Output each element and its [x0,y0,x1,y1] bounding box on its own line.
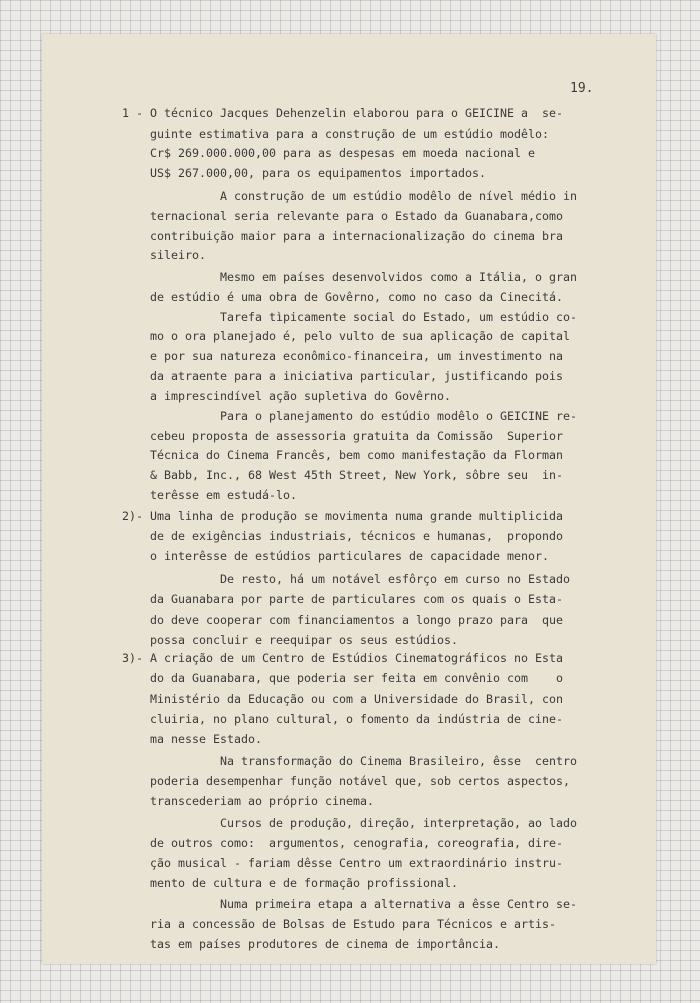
text-line: de estúdio é uma obra de Govêrno, como no caso da Cinecitá. [122,290,563,304]
text-line: Cr$ 269.000.000,00 para as despesas em moeda nacional e [122,146,535,160]
text-line: do deve cooperar com financiamentos a longo prazo para que [122,613,563,627]
text-line: ção musical - fariam dêsse Centro um extraordinário instru- [122,856,563,870]
text-line: Mesmo em países desenvolvidos como a Itália, o gran [122,270,577,284]
text-line: da atraente para a iniciativa particular, justificando pois [122,369,563,383]
text-line: transcederiam ao próprio cinema. [122,794,374,808]
text-line: ternacional seria relevante para o Estado da Guanabara,como [122,209,563,223]
text-line: cebeu proposta de assessoria gratuita da Comissão Superior [122,429,563,443]
text-line: Tarefa tìpicamente social do Estado, um estúdio co- [122,310,577,324]
text-line: contribuição maior para a internacionalização do cinema bra [122,229,563,243]
text-line: Técnica do Cinema Francês, bem como manifestação da Florman [122,448,563,462]
text-line: A construção de um estúdio modêlo de nível médio in [122,189,577,203]
text-line: De resto, há um notável esfôrço em curso no Estado [122,572,570,586]
text-line: ria a concessão de Bolsas de Estudo para Técnicos e artis- [122,917,556,931]
text-line: & Babb, Inc., 68 West 45th Street, New York, sôbre seu in- [122,468,563,482]
text-line: Para o planejamento do estúdio modêlo o GEICINE re- [122,409,577,423]
page-number: 19. [570,81,594,96]
text-line: a imprescindível ação supletiva do Govêrno. [122,389,451,403]
text-line: poderia desempenhar função notável que, sob certos aspectos, [122,774,570,788]
text-line: da Guanabara por parte de particulares com os quais o Esta- [122,592,563,606]
text-line: US$ 267.000,00, para os equipamentos importados. [122,166,486,180]
text-line: terêsse em estudá-lo. [122,488,297,502]
text-line: mo o ora planejado é, pelo vulto de sua aplicação de capital [122,329,570,343]
text-line: Numa primeira etapa a alternativa a êsse Centro se- [122,897,577,911]
text-line: Na transformação do Cinema Brasileiro, êsse centro [122,754,577,768]
text-line: o interêsse de estúdios particulares de capacidade menor. [122,549,549,563]
text-line: Cursos de produção, direção, interpretação, ao lado [122,816,577,830]
text-line: e por sua natureza econômico-financeira, um investimento na [122,349,563,363]
text-line: do da Guanabara, que poderia ser feita em convênio com o [122,671,563,685]
text-line: cluiria, no plano cultural, o fomento da indústria de cine- [122,712,563,726]
text-line: ma nesse Estado. [122,732,262,746]
text-line: 3)- A criação de um Centro de Estúdios Cinematográficos no Esta [122,651,563,665]
text-line: 1 - O técnico Jacques Dehenzelin elaborou para o GEICINE a se- [122,106,563,120]
text-line: tas em países produtores de cinema de importância. [122,937,500,951]
text-line: sileiro. [122,248,206,262]
text-line: mento de cultura e de formação profissional. [122,876,459,890]
text-line: Ministério da Educação ou com a Universidade do Brasil, con [122,692,563,706]
text-line: possa concluir e reequipar os seus estúdios. [122,633,459,647]
text-line: guinte estimativa para a construção de um estúdio modêlo: [122,127,549,141]
text-line: 2)- Uma linha de produção se movimenta numa grande multiplicida [122,509,563,523]
text-line: de de exigências industriais, técnicos e humanas, propondo [122,529,563,543]
text-line: de outros como: argumentos, cenografia, coreografia, dire- [122,836,563,850]
